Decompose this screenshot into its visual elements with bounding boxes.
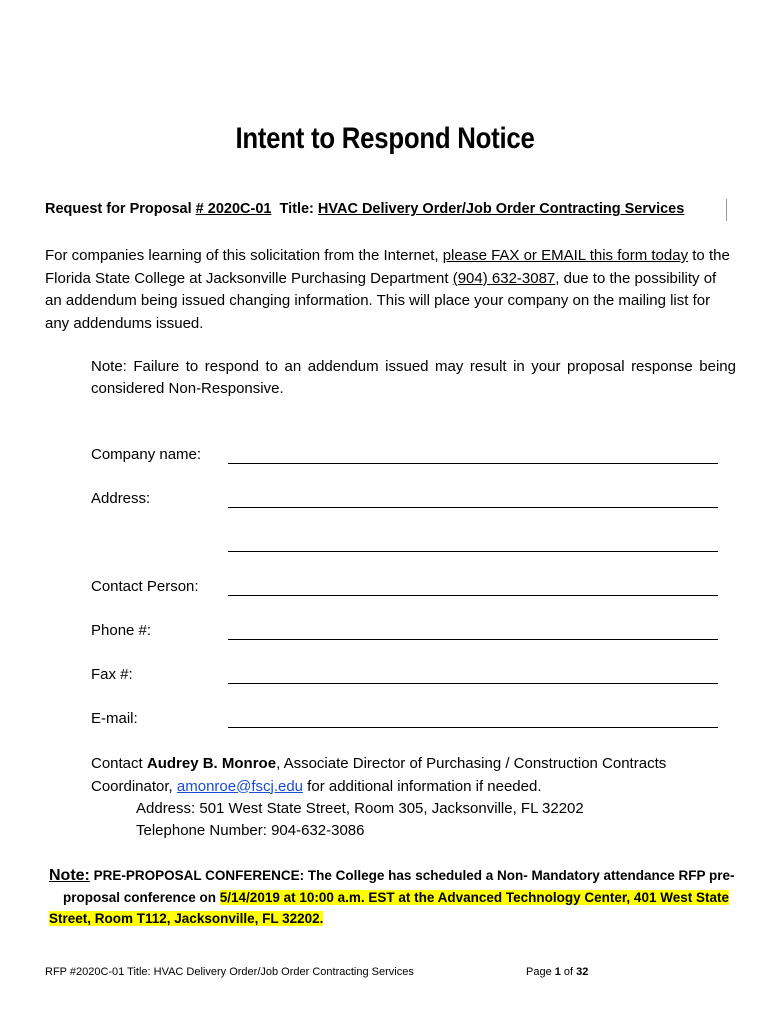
company-name-label: Company name:: [91, 446, 202, 463]
company-name-field: [91, 446, 731, 468]
address-label: Address:: [91, 490, 151, 507]
intro-text-3: , due to the possibility of an addendum being issued changing information. This will place your company on the mailing list for any addendums issued.: [45, 269, 717, 332]
contact-telephone: Telephone Number: 904-632-3086: [136, 822, 365, 839]
phone-field: [91, 622, 731, 644]
conference-text-1: PRE-PROPOSAL CONFERENCE: The College has scheduled a Non- Mandatory attendance RFP pre-: [89, 868, 735, 883]
fax-blank: [228, 683, 718, 684]
phone-blank: [228, 639, 718, 640]
contact-email-link[interactable]: amonroe@fscj.edu: [176, 777, 304, 795]
rfp-title-value: HVAC Delivery Order/Job Order Contracting Services: [317, 201, 685, 217]
rfp-number: # 2020C-01: [195, 201, 272, 217]
rfp-title-label: Title:: [271, 201, 318, 217]
contact-prefix: Contact: [91, 755, 147, 772]
company-name-blank: [228, 463, 718, 464]
intro-paragraph: [45, 245, 735, 335]
contact-role: , Associate Director of Purchasing / Construction Contracts Coordinator,: [91, 755, 667, 795]
intro-text-1: For companies learning of this solicitation from the Internet,: [45, 247, 443, 264]
footer-page-prefix: Page: [526, 966, 555, 978]
contact-person-blank: [228, 595, 718, 596]
address-field: [91, 490, 731, 512]
nonresponsive-note: Note: Failure to respond to an addendum issued may result in your proposal response being considered Non-Responsive.: [91, 358, 736, 397]
footer-total-pages: 32: [576, 966, 589, 978]
contact-paragraph: [91, 753, 736, 798]
address-blank-1: [228, 507, 718, 508]
email-blank: [228, 727, 718, 728]
intro-text-2: to the Florida State College at Jacksonville Purchasing Department: [45, 247, 730, 287]
contact-person-label: Contact Person:: [91, 578, 199, 595]
email-field: [91, 710, 731, 732]
intro-underlined-1: please FAX or EMAIL this form today: [442, 247, 689, 264]
page-title: Intent to Respond Notice: [235, 122, 535, 155]
email-label: E-mail:: [91, 710, 138, 727]
margin-bar: [726, 199, 727, 221]
intro-fax-number: (904) 632-3087: [452, 269, 556, 287]
phone-label: Phone #:: [91, 622, 152, 639]
preproposal-conference-note: [49, 865, 739, 930]
footer-page-of: of: [560, 966, 577, 978]
contact-name: Audrey B. Monroe: [146, 755, 277, 772]
contact-person-field: [91, 578, 731, 600]
footer-rfp-title: RFP #2020C-01 Title: HVAC Delivery Order/Job Order Contracting Services: [45, 966, 414, 978]
fax-label: Fax #:: [91, 666, 133, 683]
contact-address: Address: 501 West State Street, Room 305, Jacksonville, FL 32202: [136, 800, 584, 817]
conference-text-2: proposal conference on: [63, 889, 220, 905]
fax-field: [91, 666, 731, 688]
contact-suffix: for additional information if needed.: [303, 777, 542, 795]
rfp-prefix: Request for Proposal: [45, 201, 196, 217]
footer-page-number: [526, 966, 588, 978]
rfp-heading: [45, 201, 684, 217]
address-line-2: [91, 534, 731, 556]
conference-note-word: Note:: [49, 867, 90, 884]
address-blank-2: [228, 551, 718, 552]
footer-current-page: 1: [554, 966, 561, 978]
conference-highlight: 5/14/2019 at 10:00 a.m. EST at the Advanced Technology Center, 401 West State Street, Room T112, Jacksonville, FL 32202.: [49, 889, 729, 926]
